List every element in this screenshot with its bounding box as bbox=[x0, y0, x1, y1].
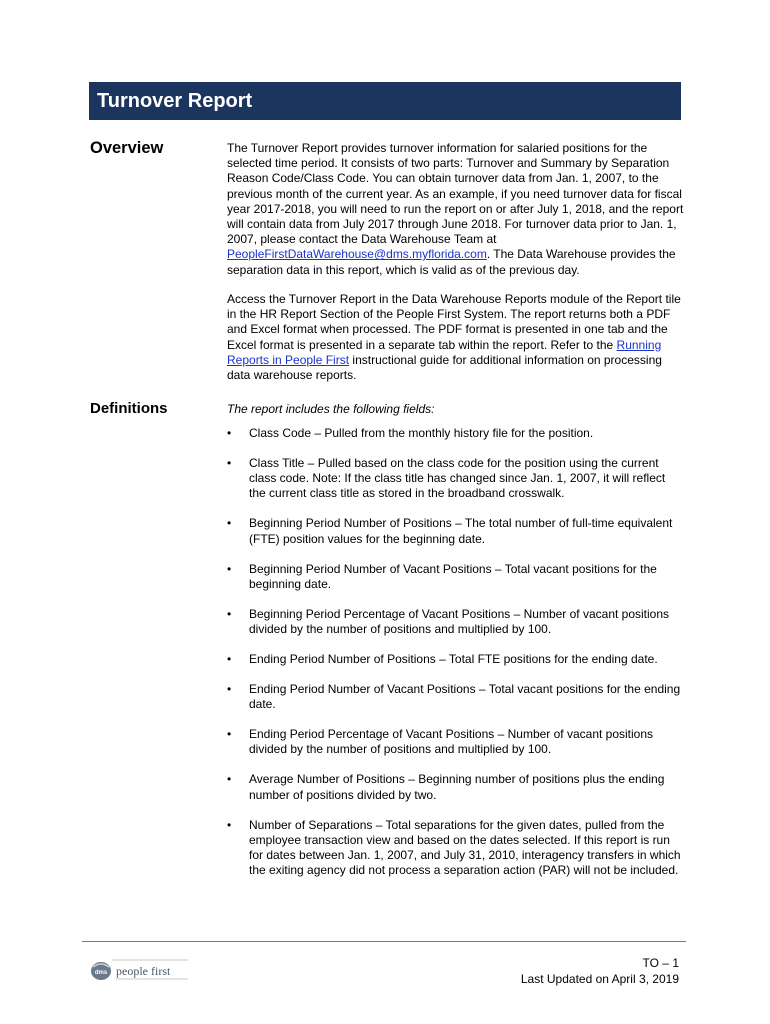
overview-p1-text-end: . The Data Warehouse provides the separation data in this report, which is valid as of the previous day. bbox=[227, 247, 676, 277]
overview-p1-text: The Turnover Report provides turnover information for salaried positions for the selected time period. It consists of two parts: Turnover and Summary by Separation Reason Code/Class Code. You can obtain turnover data from Jan. 1, 2007, to the previous month of the current year. As an example, if you need turnover data for fiscal year 2017-2018, you will need to run the report on or after July 1, 2018, and the report will contain data from July 2017 through June 2018. For turnover data prior to Jan. 1, 2007, please contact the Data Warehouse Team at bbox=[227, 141, 684, 247]
definitions-list bbox=[227, 426, 685, 893]
list-item-text: Number of Separations – Total separations for the given dates, pulled from the employee transaction view and based on the dates selected. If this report is run for dates between Jan. 1, 2007, and July 31, 2010, interagency transfers in which the exiting agency did not process a separation action (PAR) will not be included. bbox=[249, 817, 681, 878]
list-item-text: Class Title – Pulled based on the class code for the position using the current class code. Note: If the class title has changed since Jan. 1, 2007, it will reflect the current class title as stored in the broadband crosswalk. bbox=[249, 456, 666, 501]
list-item bbox=[227, 516, 685, 546]
list-item bbox=[227, 682, 685, 712]
footer-divider bbox=[82, 941, 686, 942]
data-warehouse-email-link[interactable]: PeopleFirstDataWarehouse@dms.myflorida.com bbox=[227, 247, 487, 262]
running-reports-guide-link[interactable]: Running Reports in People First bbox=[227, 337, 662, 367]
title-bar bbox=[89, 82, 681, 120]
bullet-icon: • bbox=[227, 652, 232, 667]
overview-heading: Overview bbox=[90, 139, 164, 157]
page-number: TO – 1 bbox=[642, 956, 679, 970]
definitions-heading: Definitions bbox=[90, 400, 168, 417]
list-item bbox=[227, 562, 685, 592]
bullet-icon: • bbox=[227, 426, 232, 440]
overview-paragraph-2 bbox=[227, 292, 685, 383]
last-updated: Last Updated on April 3, 2019 bbox=[520, 971, 679, 986]
overview-p2-text: Access the Turnover Report in the Data Warehouse Reports module of the Report tile in the HR Report Section of the People First System. The report returns both a PDF and Excel format when processed. The PDF format is presented in one tab and the Excel format is presented in a separate tab within the report. Refer to the bbox=[227, 292, 681, 352]
list-item bbox=[227, 727, 685, 757]
people-first-logo bbox=[90, 957, 190, 983]
list-item-text: Ending Period Number of Vacant Positions – Total vacant positions for the ending date. bbox=[249, 682, 681, 712]
bullet-icon: • bbox=[227, 606, 232, 621]
list-item-text: Beginning Period Number of Positions – The total number of full-time equivalent (FTE) position values for the beginning date. bbox=[249, 516, 673, 546]
bullet-icon: • bbox=[227, 516, 232, 531]
logo-wordmark: people first bbox=[116, 964, 171, 978]
list-item-text: Beginning Period Percentage of Vacant Positions – Number of vacant positions divided by the number of positions and multiplied by 100. bbox=[249, 606, 670, 637]
list-item bbox=[227, 607, 685, 637]
overview-paragraph-1 bbox=[227, 141, 685, 278]
bullet-icon: • bbox=[227, 772, 232, 787]
list-item bbox=[227, 818, 685, 879]
logo-badge-text: dms bbox=[94, 970, 108, 976]
footer-info bbox=[521, 956, 679, 987]
bullet-icon: • bbox=[227, 456, 232, 470]
list-item bbox=[227, 772, 685, 802]
bullet-icon: • bbox=[227, 561, 232, 576]
list-item bbox=[227, 456, 685, 502]
list-item-text: Beginning Period Number of Vacant Positions – Total vacant positions for the beginning date. bbox=[249, 561, 657, 591]
page-title: Turnover Report bbox=[97, 89, 253, 112]
list-item bbox=[227, 426, 685, 441]
list-item-text: Ending Period Number of Positions – Total FTE positions for the ending date. bbox=[249, 652, 658, 667]
list-item-text: Average Number of Positions – Beginning number of positions plus the ending number of positions divided by two. bbox=[249, 772, 665, 802]
bullet-icon: • bbox=[227, 817, 232, 832]
list-item-text: Ending Period Percentage of Vacant Positions – Number of vacant positions divided by the number of positions and multiplied by 100. bbox=[249, 727, 654, 757]
bullet-icon: • bbox=[227, 682, 232, 697]
overview-p2-text-end: instructional guide for additional information on processing data warehouse reports. bbox=[227, 352, 662, 383]
bullet-icon: • bbox=[227, 727, 232, 742]
list-item-text: Class Code – Pulled from the monthly history file for the position. bbox=[249, 426, 594, 440]
list-item bbox=[227, 652, 685, 667]
definitions-intro: The report includes the following fields: bbox=[227, 402, 435, 416]
